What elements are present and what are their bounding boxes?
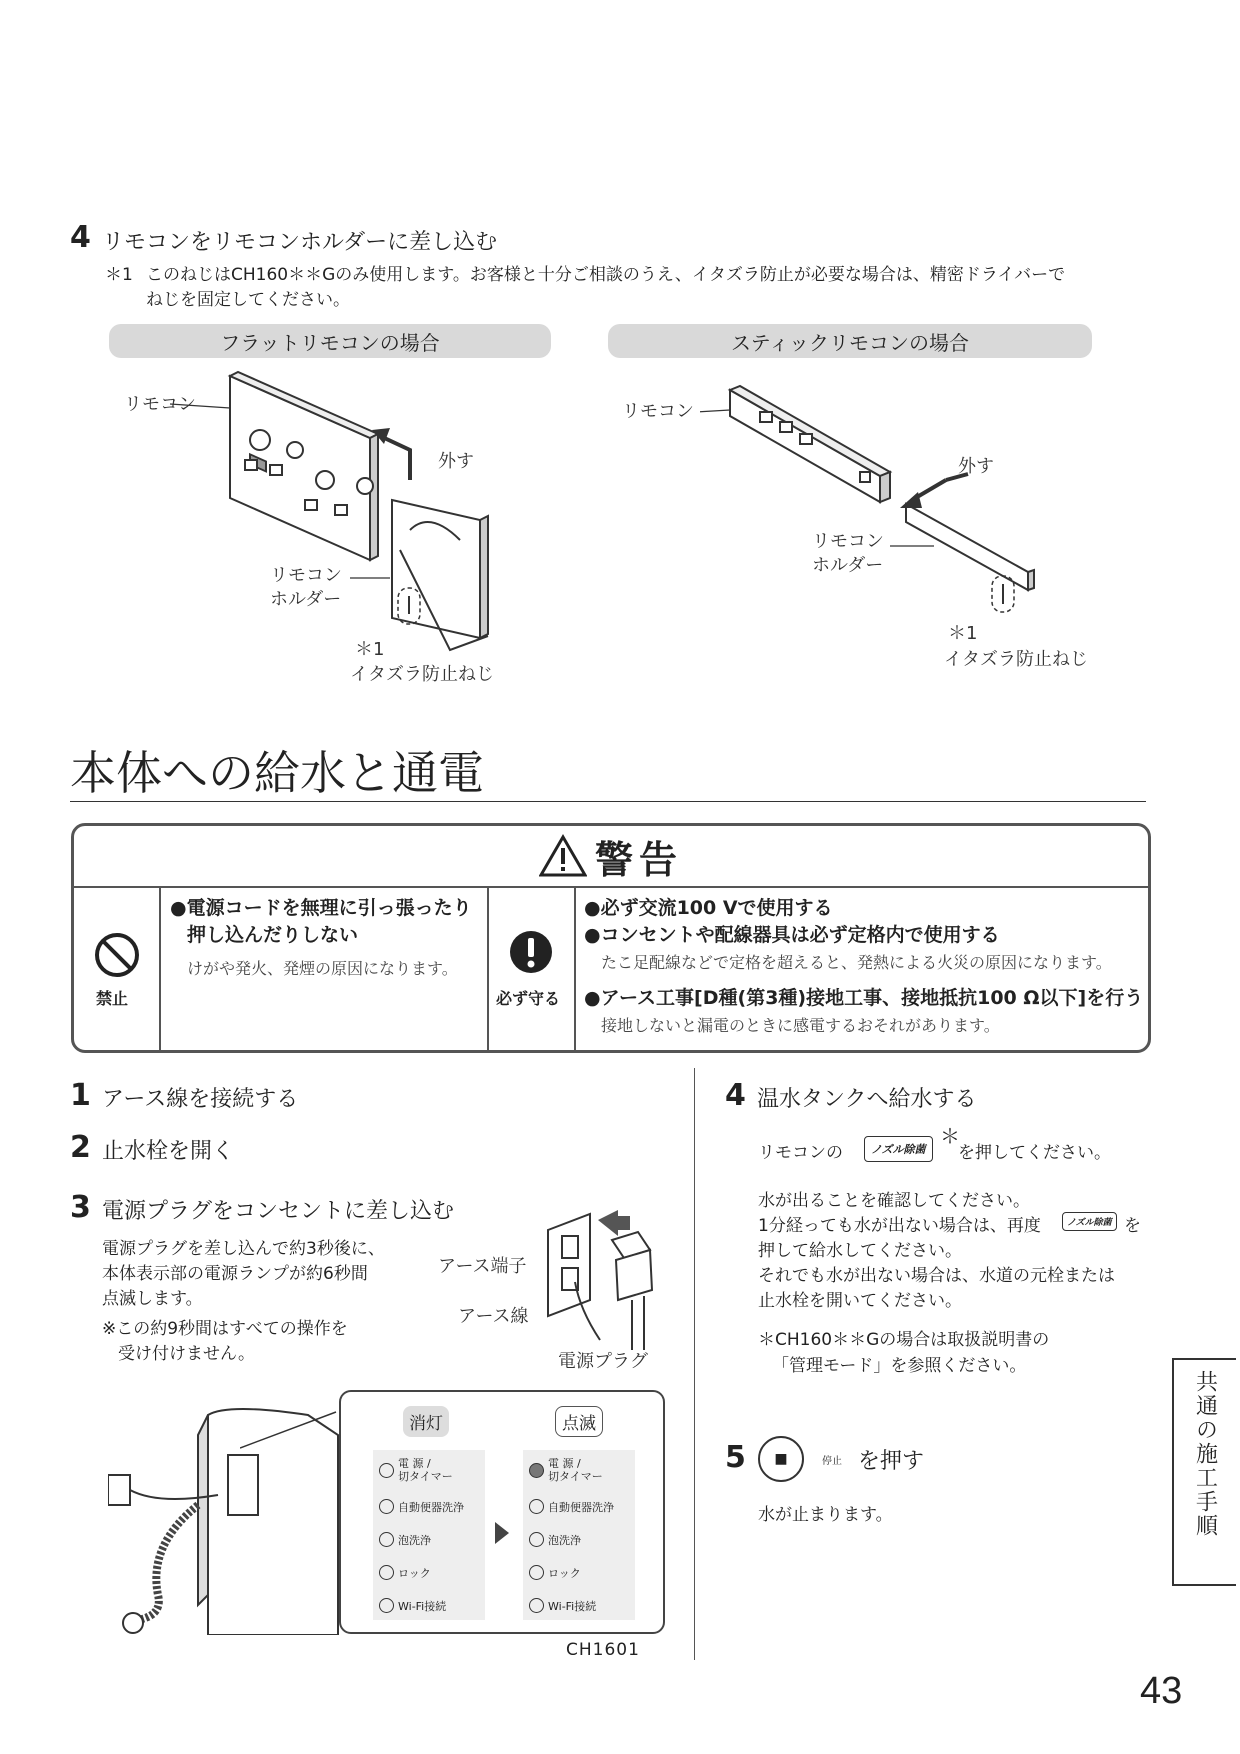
- earth-terminal-label: アース端子: [438, 1256, 527, 1277]
- step-title: 止水栓を開く: [102, 1139, 235, 1164]
- step3-body: 本体表示部の電源ランプが約6秒間: [102, 1264, 368, 1284]
- instruction-text: 押して給水してください。: [758, 1241, 962, 1261]
- lamp-indicator: [379, 1463, 394, 1478]
- lamp-label: 自動便器洗浄: [398, 1500, 464, 1514]
- remove-label: 外す: [438, 451, 474, 472]
- prohibit-label: 禁止: [96, 989, 129, 1008]
- mandatory-reason: たこ足配線などで定格を超えると、発熱による火災の原因になります。: [601, 953, 1112, 972]
- instruction-note: 「管理モード」を参照ください。: [772, 1356, 1027, 1376]
- step-title: を押す: [858, 1449, 925, 1474]
- model-number: CH1601: [566, 1640, 640, 1660]
- warning-triangle-icon: [539, 834, 587, 878]
- remote-label: リモコン: [124, 394, 196, 415]
- lamp-label: 切タイマー: [398, 1470, 453, 1483]
- asterisk-mark: ＊: [940, 1124, 960, 1148]
- prohibit-icon: [94, 932, 140, 978]
- remove-label: 外す: [958, 456, 994, 477]
- section-title: 本体への給水と通電: [70, 746, 484, 800]
- display-panel-callout: [339, 1390, 665, 1634]
- stop-button-label: 停止: [822, 1456, 842, 1467]
- prohibit-text: ●電源コードを無理に引っ張ったり: [170, 897, 472, 919]
- instruction-text: 水が出ることを確認してください。: [758, 1191, 1030, 1211]
- instruction-text: 止水栓を開いてください。: [758, 1291, 962, 1311]
- lamp-label: Wi-Fi接続: [398, 1599, 447, 1613]
- arrow-right-icon: [493, 1520, 511, 1546]
- step-title: 電源プラグをコンセントに差し込む: [102, 1199, 455, 1224]
- instruction-text: それでも水が出ない場合は、水道の元栓または: [758, 1266, 1115, 1286]
- step3-body: 点滅します。: [102, 1289, 203, 1309]
- lamp-indicator: [529, 1565, 544, 1580]
- step-number: 2: [70, 1130, 91, 1165]
- step-number: 4: [70, 220, 91, 255]
- step3-note: 受け付けません。: [118, 1344, 256, 1364]
- screw-label: イタズラ防止ねじ: [944, 649, 1088, 670]
- lamp-label: ロック: [398, 1566, 431, 1580]
- prohibit-text: 押し込んだりしない: [187, 924, 359, 946]
- step-title: アース線を接続する: [102, 1087, 299, 1112]
- instruction-text: リモコンの: [758, 1143, 843, 1163]
- instruction-text: を押してください。: [958, 1143, 1111, 1163]
- lamp-indicator: [379, 1532, 394, 1547]
- lamp-label: 切タイマー: [548, 1470, 603, 1483]
- screw-label: イタズラ防止ねじ: [350, 664, 494, 685]
- step-title: リモコンをリモコンホルダーに差し込む: [102, 230, 498, 255]
- step-number: 1: [70, 1078, 91, 1113]
- section-rule: [70, 801, 1146, 802]
- lamp-label: ロック: [548, 1566, 581, 1580]
- holder-label: リモコン: [270, 565, 342, 586]
- stick-remote-illustration: [700, 380, 1060, 650]
- holder-label: リモコン: [812, 531, 884, 552]
- panel-blink: [523, 1450, 635, 1620]
- instruction-text: 1分経っても水が出ない場合は、再度: [758, 1216, 1041, 1236]
- note-line: ねじを固定してください。: [146, 290, 350, 310]
- column-divider: [694, 1068, 695, 1660]
- screw-mark: ＊1: [948, 623, 978, 644]
- lamp-label: 電 源 /: [398, 1457, 431, 1470]
- lamp-indicator: [379, 1565, 394, 1580]
- flat-remote-illustration: [110, 370, 560, 690]
- prohibit-reason: けがや発火、発煙の原因になります。: [187, 959, 458, 978]
- holder-label: ホルダー: [812, 555, 884, 576]
- mandatory-text: ●必ず交流100 Vで使用する: [584, 897, 833, 919]
- note-mark: ＊1: [105, 265, 133, 285]
- warning-box: [71, 823, 1151, 1053]
- mandatory-icon: [508, 929, 554, 975]
- nozzle-clean-button[interactable]: ノズル除菌: [1062, 1212, 1117, 1231]
- callout-line: [240, 1410, 340, 1450]
- side-tab-label: 共通の施工手順: [1192, 1370, 1218, 1538]
- mandatory-text: ●コンセントや配線器具は必ず定格内で使用する: [584, 924, 1000, 946]
- instruction-note: ＊CH160＊＊Gの場合は取扱説明書の: [758, 1330, 1050, 1350]
- mandatory-label: 必ず守る: [496, 989, 561, 1008]
- panel-off: [373, 1450, 485, 1620]
- step3-body: 電源プラグを差し込んで約3秒後に、: [102, 1239, 385, 1259]
- side-tab: [1172, 1358, 1236, 1586]
- lamp-indicator: [379, 1598, 394, 1613]
- step-number: 3: [70, 1190, 91, 1225]
- lamp-indicator: [529, 1499, 544, 1514]
- lamp-off-badge: 消灯: [403, 1406, 449, 1437]
- lamp-label: 泡洗浄: [398, 1533, 431, 1547]
- mandatory-reason: 接地しないと漏電のときに感電するおそれがあります。: [601, 1016, 1000, 1035]
- outlet-plug-illustration: [520, 1200, 670, 1360]
- remote-label: リモコン: [622, 401, 694, 422]
- screw-mark: ＊1: [355, 639, 385, 660]
- power-plug-label: 電源プラグ: [558, 1351, 648, 1372]
- lamp-indicator: [529, 1598, 544, 1613]
- lamp-blink-badge: 点滅: [555, 1406, 603, 1437]
- step-number: 4: [725, 1078, 746, 1113]
- step-title: 温水タンクへ給水する: [757, 1087, 977, 1112]
- holder-label: ホルダー: [270, 589, 342, 610]
- lamp-label: 電 源 /: [548, 1457, 581, 1470]
- lamp-indicator: [529, 1532, 544, 1547]
- warning-header: [74, 826, 1148, 888]
- warning-title: 警告: [594, 837, 683, 882]
- step-number: 5: [725, 1440, 746, 1475]
- step5-body: 水が止まります。: [758, 1505, 893, 1525]
- lamp-label: Wi-Fi接続: [548, 1599, 597, 1613]
- step3-note: ※この約9秒間はすべての操作を: [102, 1319, 348, 1339]
- stop-button[interactable]: ■: [758, 1436, 804, 1482]
- lamp-label: 泡洗浄: [548, 1533, 581, 1547]
- flat-remote-header: フラットリモコンの場合: [109, 324, 551, 358]
- earth-wire-label: アース線: [458, 1306, 529, 1327]
- instruction-text: を: [1124, 1216, 1141, 1236]
- lamp-label: 自動便器洗浄: [548, 1500, 614, 1514]
- mandatory-text: ●アース工事[D種(第3種)接地工事、接地抵抗100 Ω以下]を行う: [584, 987, 1144, 1009]
- nozzle-clean-button[interactable]: ノズル除菌: [864, 1136, 933, 1162]
- stick-remote-header: スティックリモコンの場合: [608, 324, 1092, 358]
- lamp-indicator: [379, 1499, 394, 1514]
- lamp-indicator-blinking: [529, 1463, 544, 1478]
- note-line: このねじはCH160＊＊Gのみ使用します。お客様と十分ご相談のうえ、イタズラ防止が必要な場合は、精密ドライバーで: [146, 265, 1066, 285]
- page-number: 43: [1140, 1670, 1183, 1712]
